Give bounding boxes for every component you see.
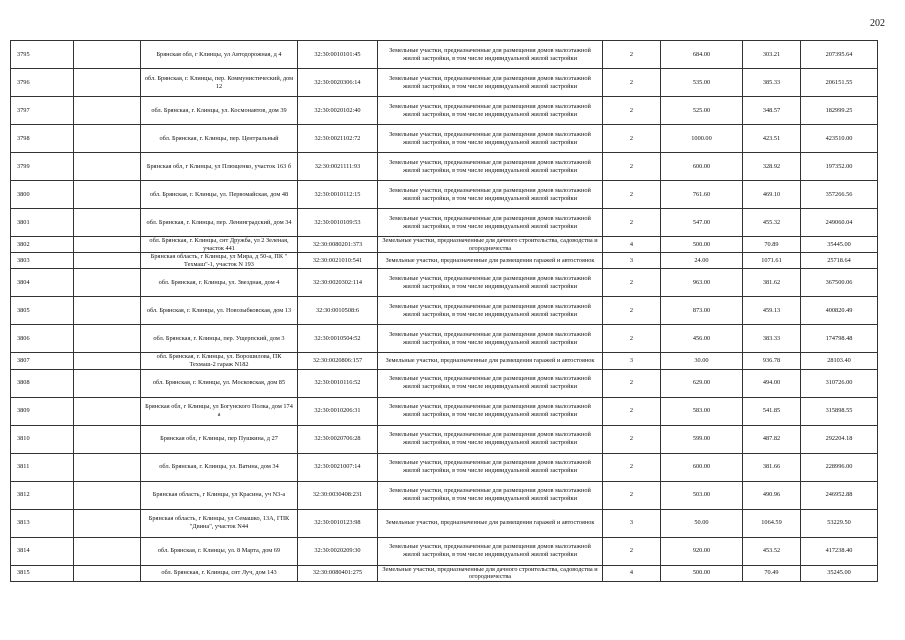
blank-cell (74, 565, 141, 581)
table-row (11, 369, 878, 397)
cadastral-value-cell: 28103.40 (801, 353, 878, 369)
blank-cell (74, 297, 141, 325)
blank-cell (74, 97, 141, 125)
blank-cell (74, 181, 141, 209)
blank-cell (74, 369, 141, 397)
area-cell: 1000.00 (661, 125, 743, 153)
specific-value-cell: 381.66 (743, 453, 801, 481)
group-cell: 2 (603, 297, 661, 325)
cadastral-value-cell: 25718.64 (801, 253, 878, 269)
area-cell: 599.00 (661, 425, 743, 453)
land-use-cell: Земельные участки, предназначенные для размещения домов малоэтажной жилой застройки, в том числе индивидуальной жилой застройки (378, 397, 603, 425)
group-cell: 2 (603, 425, 661, 453)
blank-cell (74, 237, 141, 253)
cadastral-number-cell: 32:30:0010109:53 (298, 209, 378, 237)
land-use-cell: Земельные участки, предназначенные для размещения домов малоэтажной жилой застройки, в том числе индивидуальной жилой застройки (378, 481, 603, 509)
blank-cell (74, 69, 141, 97)
table-row (11, 397, 878, 425)
cadastral-value-cell: 246952.88 (801, 481, 878, 509)
group-cell: 3 (603, 509, 661, 537)
row-number-cell: 3813 (11, 509, 74, 537)
cadastral-value-cell: 400820.49 (801, 297, 878, 325)
specific-value-cell: 936.78 (743, 353, 801, 369)
land-use-cell: Земельные участки, предназначенные для размещения домов малоэтажной жилой застройки, в том числе индивидуальной жилой застройки (378, 297, 603, 325)
cadastral-number-cell: 32:30:0020102:40 (298, 97, 378, 125)
table-row (11, 209, 878, 237)
specific-value-cell: 541.85 (743, 397, 801, 425)
specific-value-cell: 469.10 (743, 181, 801, 209)
cadastral-value-cell: 357266.56 (801, 181, 878, 209)
land-use-cell: Земельные участки, предназначенные для размещения домов малоэтажной жилой застройки, в том числе индивидуальной жилой застройки (378, 41, 603, 69)
group-cell: 3 (603, 353, 661, 369)
table-row (11, 481, 878, 509)
table-row (11, 181, 878, 209)
area-cell: 684.00 (661, 41, 743, 69)
table-row (11, 509, 878, 537)
area-cell: 500.00 (661, 565, 743, 581)
group-cell: 2 (603, 153, 661, 181)
area-cell: 525.00 (661, 97, 743, 125)
address-cell: обл. Брянская, г. Клинцы, ул. Звездная, дом 4 (141, 269, 298, 297)
group-cell: 2 (603, 209, 661, 237)
address-cell: Брянская область, г Клинцы, ул Красина, уч N3-а (141, 481, 298, 509)
blank-cell (74, 253, 141, 269)
specific-value-cell: 1064.59 (743, 509, 801, 537)
cadastral-number-cell: 32:30:0030408:231 (298, 481, 378, 509)
group-cell: 2 (603, 397, 661, 425)
group-cell: 2 (603, 453, 661, 481)
area-cell: 920.00 (661, 537, 743, 565)
blank-cell (74, 125, 141, 153)
group-cell: 3 (603, 253, 661, 269)
row-number-cell: 3809 (11, 397, 74, 425)
land-use-cell: Земельные участки, предназначенные для размещения гаражей и автостоянок (378, 353, 603, 369)
cadastral-value-cell: 417238.40 (801, 537, 878, 565)
land-use-cell: Земельные участки, предназначенные для размещения домов малоэтажной жилой застройки, в том числе индивидуальной жилой застройки (378, 269, 603, 297)
cadastral-number-cell: 32:30:0020209:30 (298, 537, 378, 565)
specific-value-cell: 1071.61 (743, 253, 801, 269)
blank-cell (74, 353, 141, 369)
specific-value-cell: 494.00 (743, 369, 801, 397)
land-use-cell: Земельные участки, предназначенные для размещения домов малоэтажной жилой застройки, в том числе индивидуальной жилой застройки (378, 325, 603, 353)
cadastral-value-cell: 197352.00 (801, 153, 878, 181)
address-cell: обл. Брянская, г. Клинцы, ул. Новозыбковская, дом 13 (141, 297, 298, 325)
address-cell: Брянская обл, г Клинцы, пер Пушкина, д 27 (141, 425, 298, 453)
row-number-cell: 3814 (11, 537, 74, 565)
group-cell: 2 (603, 269, 661, 297)
table-row (11, 353, 878, 369)
group-cell: 2 (603, 97, 661, 125)
group-cell: 2 (603, 481, 661, 509)
land-use-cell: Земельные участки, предназначенные для размещения домов малоэтажной жилой застройки, в том числе индивидуальной жилой застройки (378, 453, 603, 481)
blank-cell (74, 153, 141, 181)
table-row (11, 325, 878, 353)
row-number-cell: 3799 (11, 153, 74, 181)
area-cell: 583.00 (661, 397, 743, 425)
blank-cell (74, 509, 141, 537)
table-row (11, 565, 878, 581)
row-number-cell: 3815 (11, 565, 74, 581)
address-cell: обл. Брянская, г. Клинцы, ул. 8 Марта, дом 69 (141, 537, 298, 565)
cadastral-number-cell: 32:30:0010116:52 (298, 369, 378, 397)
group-cell: 4 (603, 565, 661, 581)
table-row (11, 253, 878, 269)
row-number-cell: 3812 (11, 481, 74, 509)
table-row (11, 269, 878, 297)
specific-value-cell: 423.51 (743, 125, 801, 153)
row-number-cell: 3811 (11, 453, 74, 481)
row-number-cell: 3802 (11, 237, 74, 253)
group-cell: 2 (603, 325, 661, 353)
group-cell: 2 (603, 125, 661, 153)
land-use-cell: Земельные участки, предназначенные для размещения домов малоэтажной жилой застройки, в том числе индивидуальной жилой застройки (378, 181, 603, 209)
blank-cell (74, 41, 141, 69)
area-cell: 963.00 (661, 269, 743, 297)
group-cell: 2 (603, 181, 661, 209)
address-cell: Брянская обл, г Клинцы, ул Плющенко, участок 163 б (141, 153, 298, 181)
row-number-cell: 3798 (11, 125, 74, 153)
cadastral-number-cell: 32:30:0010504:52 (298, 325, 378, 353)
specific-value-cell: 328.92 (743, 153, 801, 181)
specific-value-cell: 490.96 (743, 481, 801, 509)
address-cell: обл. Брянская, г. Клинцы, пер. Центральный (141, 125, 298, 153)
table-row (11, 97, 878, 125)
land-use-cell: Земельные участки, предназначенные для размещения домов малоэтажной жилой застройки, в том числе индивидуальной жилой застройки (378, 69, 603, 97)
cadastral-number-cell: 32:30:0010112:15 (298, 181, 378, 209)
cadastral-value-cell: 35445.00 (801, 237, 878, 253)
blank-cell (74, 397, 141, 425)
table-row (11, 297, 878, 325)
area-cell: 600.00 (661, 153, 743, 181)
land-use-cell: Земельные участки, предназначенные для размещения домов малоэтажной жилой застройки, в том числе индивидуальной жилой застройки (378, 537, 603, 565)
address-cell: обл. Брянская, г. Клинцы, пер. Коммунистический, дом 12 (141, 69, 298, 97)
cadastral-value-cell: 315898.55 (801, 397, 878, 425)
address-cell: обл. Брянская, г. Клинцы, ул. Московская, дом 85 (141, 369, 298, 397)
area-cell: 24.00 (661, 253, 743, 269)
address-cell: обл. Брянская, г. Клинцы, ул. Космонавтов, дом 39 (141, 97, 298, 125)
land-use-cell: Земельные участки, предназначенные для размещения домов малоэтажной жилой застройки, в том числе индивидуальной жилой застройки (378, 209, 603, 237)
specific-value-cell: 487.82 (743, 425, 801, 453)
specific-value-cell: 455.32 (743, 209, 801, 237)
area-cell: 535.00 (661, 69, 743, 97)
cadastral-value-cell: 174798.48 (801, 325, 878, 353)
blank-cell (74, 269, 141, 297)
area-cell: 50.00 (661, 509, 743, 537)
table-row (11, 425, 878, 453)
land-use-cell: Земельные участки, предназначенные для дачного строительства, садоводства и огородничества (378, 237, 603, 253)
blank-cell (74, 425, 141, 453)
address-cell: обл. Брянская, г. Клинцы, пер. Ленинградский, дом 34 (141, 209, 298, 237)
address-cell: Брянская обл, г Клинцы, ул Автодорожная, д 4 (141, 41, 298, 69)
cadastral-value-cell: 310726.00 (801, 369, 878, 397)
blank-cell (74, 537, 141, 565)
group-cell: 2 (603, 537, 661, 565)
table-row (11, 125, 878, 153)
cadastral-number-cell: 32:30:0080201:373 (298, 237, 378, 253)
cadastral-value-table (10, 40, 878, 582)
cadastral-number-cell: 32:30:0080401:275 (298, 565, 378, 581)
land-use-cell: Земельные участки, предназначенные для дачного строительства, садоводства и огородничества (378, 565, 603, 581)
cadastral-number-cell: 32:30:0010508:6 (298, 297, 378, 325)
cadastral-number-cell: 32:30:0010206:31 (298, 397, 378, 425)
row-number-cell: 3804 (11, 269, 74, 297)
address-cell: обл. Брянская, г. Клинцы, снт Дружба, ул 2 Зеленая, участок 441 (141, 237, 298, 253)
area-cell: 500.00 (661, 237, 743, 253)
area-cell: 629.00 (661, 369, 743, 397)
cadastral-number-cell: 32:30:0021111:93 (298, 153, 378, 181)
address-cell: Брянская область, г Клинцы, ул Мира, д 50-а, ПК " Техмаш"-1, участок N 193 (141, 253, 298, 269)
row-number-cell: 3805 (11, 297, 74, 325)
land-use-cell: Земельные участки, предназначенные для размещения домов малоэтажной жилой застройки, в том числе индивидуальной жилой застройки (378, 125, 603, 153)
cadastral-value-cell: 292204.18 (801, 425, 878, 453)
specific-value-cell: 453.52 (743, 537, 801, 565)
cadastral-value-cell: 35245.00 (801, 565, 878, 581)
blank-cell (74, 481, 141, 509)
cadastral-value-cell: 53229.50 (801, 509, 878, 537)
area-cell: 873.00 (661, 297, 743, 325)
cadastral-number-cell: 32:30:0021102:72 (298, 125, 378, 153)
table-row (11, 69, 878, 97)
table-row (11, 237, 878, 253)
specific-value-cell: 303.21 (743, 41, 801, 69)
row-number-cell: 3795 (11, 41, 74, 69)
area-cell: 547.00 (661, 209, 743, 237)
specific-value-cell: 459.13 (743, 297, 801, 325)
specific-value-cell: 383.33 (743, 325, 801, 353)
address-cell: обл. Брянская, г. Клинцы, снт Луч, дом 143 (141, 565, 298, 581)
cadastral-value-cell: 228996.00 (801, 453, 878, 481)
blank-cell (74, 209, 141, 237)
cadastral-value-cell: 249060.04 (801, 209, 878, 237)
land-use-cell: Земельные участки, предназначенные для размещения домов малоэтажной жилой застройки, в том числе индивидуальной жилой застройки (378, 425, 603, 453)
area-cell: 761.60 (661, 181, 743, 209)
row-number-cell: 3808 (11, 369, 74, 397)
land-use-cell: Земельные участки, предназначенные для размещения гаражей и автостоянок (378, 509, 603, 537)
area-cell: 600.00 (661, 453, 743, 481)
cadastral-value-cell: 207395.64 (801, 41, 878, 69)
row-number-cell: 3796 (11, 69, 74, 97)
row-number-cell: 3810 (11, 425, 74, 453)
group-cell: 2 (603, 369, 661, 397)
address-cell: обл. Брянская, г. Клинцы, пер. Ущерпский, дом 3 (141, 325, 298, 353)
blank-cell (74, 453, 141, 481)
cadastral-number-cell: 32:30:0021007:14 (298, 453, 378, 481)
address-cell: Брянская обл, г Клинцы, ул Богунского Полка, дом 174 а (141, 397, 298, 425)
page-number: 202 (870, 18, 885, 29)
area-cell: 30.00 (661, 353, 743, 369)
specific-value-cell: 348.57 (743, 97, 801, 125)
row-number-cell: 3797 (11, 97, 74, 125)
cadastral-number-cell: 32:30:0020306:14 (298, 69, 378, 97)
row-number-cell: 3800 (11, 181, 74, 209)
cadastral-value-cell: 206151.55 (801, 69, 878, 97)
table-row (11, 453, 878, 481)
specific-value-cell: 70.89 (743, 237, 801, 253)
address-cell: обл. Брянская, г. Клинцы, ул. Ватина, дом 34 (141, 453, 298, 481)
table-row (11, 41, 878, 69)
address-cell: Брянская область, г Клинцы, ул Семашко, 13А, ГПК "Двина", участок N44 (141, 509, 298, 537)
row-number-cell: 3807 (11, 353, 74, 369)
cadastral-value-cell: 423510.00 (801, 125, 878, 153)
specific-value-cell: 70.49 (743, 565, 801, 581)
cadastral-value-cell: 182999.25 (801, 97, 878, 125)
group-cell: 2 (603, 69, 661, 97)
land-use-cell: Земельные участки, предназначенные для размещения домов малоэтажной жилой застройки, в том числе индивидуальной жилой застройки (378, 97, 603, 125)
cadastral-number-cell: 32:30:0020706:28 (298, 425, 378, 453)
area-cell: 503.00 (661, 481, 743, 509)
cadastral-number-cell: 32:30:0020806:157 (298, 353, 378, 369)
land-use-cell: Земельные участки, предназначенные для размещения гаражей и автостоянок (378, 253, 603, 269)
table-row (11, 153, 878, 181)
address-cell: обл. Брянская, г. Клинцы, ул. Ворошилова, ПК Техмаш-2 гараж N182 (141, 353, 298, 369)
group-cell: 2 (603, 41, 661, 69)
land-use-cell: Земельные участки, предназначенные для размещения домов малоэтажной жилой застройки, в том числе индивидуальной жилой застройки (378, 153, 603, 181)
row-number-cell: 3801 (11, 209, 74, 237)
cadastral-number-cell: 32:30:0010123:98 (298, 509, 378, 537)
area-cell: 456.00 (661, 325, 743, 353)
blank-cell (74, 325, 141, 353)
group-cell: 4 (603, 237, 661, 253)
row-number-cell: 3803 (11, 253, 74, 269)
cadastral-number-cell: 32:30:0010101:45 (298, 41, 378, 69)
specific-value-cell: 385.33 (743, 69, 801, 97)
cadastral-number-cell: 32:30:0020302:114 (298, 269, 378, 297)
cadastral-value-cell: 367500.06 (801, 269, 878, 297)
table-row (11, 537, 878, 565)
address-cell: обл. Брянская, г. Клинцы, ул. Первомайская, дом 48 (141, 181, 298, 209)
row-number-cell: 3806 (11, 325, 74, 353)
specific-value-cell: 381.62 (743, 269, 801, 297)
cadastral-number-cell: 32:30:0021010:541 (298, 253, 378, 269)
land-use-cell: Земельные участки, предназначенные для размещения домов малоэтажной жилой застройки, в том числе индивидуальной жилой застройки (378, 369, 603, 397)
